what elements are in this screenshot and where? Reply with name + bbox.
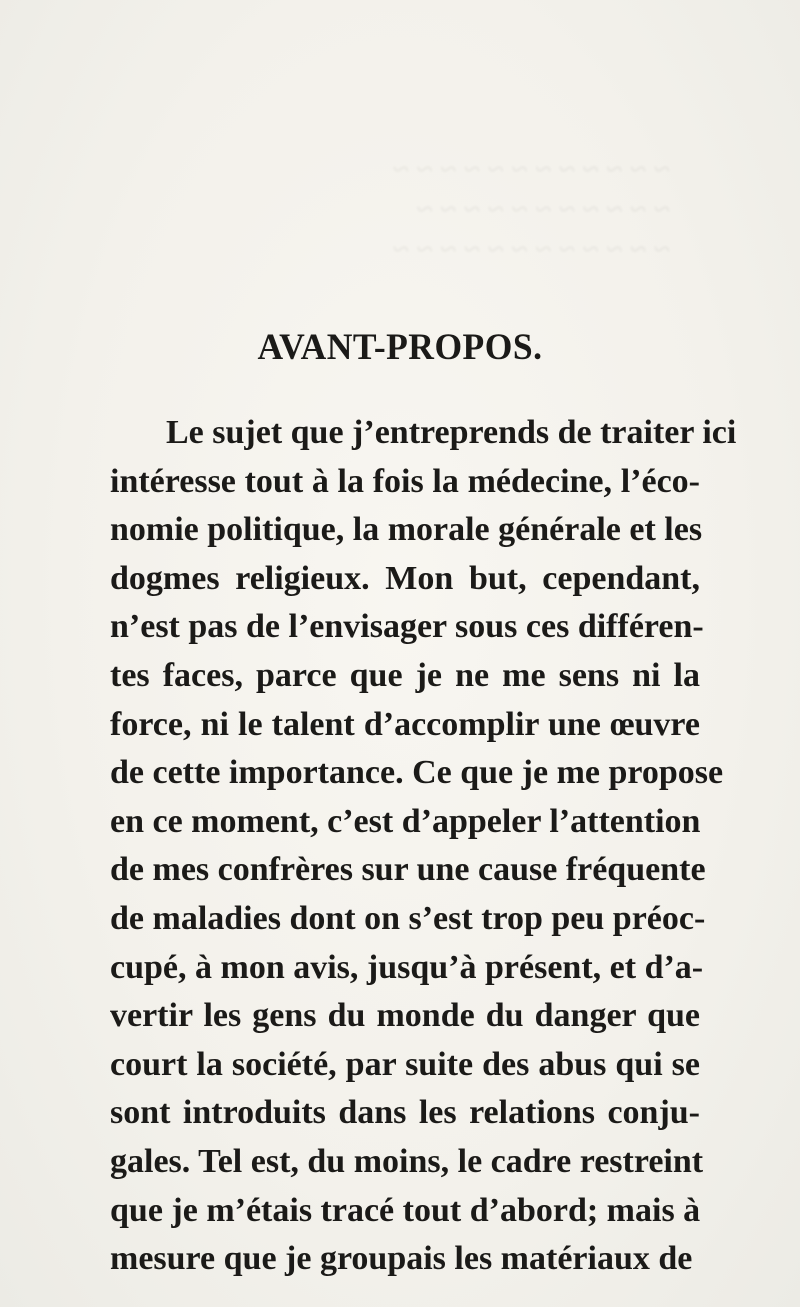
text-line: de mes confrères sur une cause fréquente [110,851,706,889]
text-line: nomie politique, la morale générale et les [110,511,703,549]
text-line: cupé, à mon avis, jusqu’à présent, et d’a- [110,948,704,986]
text-line: vertir les gens du monde du danger que [110,997,700,1035]
text-line: Le sujet que j’entreprends de traiter ici [166,414,737,451]
text-line: tes faces, parce que je ne me sens ni la [110,656,700,694]
text-line: de maladies dont on s’est trop peu préoc- [110,899,706,937]
text-line: gales. Tel est, du moins, le cadre restreint [110,1142,704,1180]
text-line: sont introduits dans les relations conju- [110,1094,700,1132]
bleed-through-texture: ~ ~ ~ ~ ~ ~ ~ ~ ~ ~ ~ ~ ~ ~ ~ ~ ~ ~ ~ ~ ~ ~ ~ ~ ~ ~ ~ ~ ~ ~ ~ ~ ~ ~ ~ [392,153,670,266]
text-line: mesure que je groupais les matériaux de [110,1240,693,1278]
text-line: court la société, par suite des abus qui se [110,1045,700,1083]
text-line: n’est pas de l’envisager sous ces différen- [110,608,704,646]
text-line: intéresse tout à la fois la médecine, l’éco- [110,462,700,500]
text-line: de cette importance. Ce que je me propose [110,754,724,792]
text-line: dogmes religieux. Mon but, cependant, [110,559,700,597]
paragraph [110,409,737,1284]
text-line: en ce moment, c’est d’appeler l’attention [110,802,701,840]
text-line: force, ni le talent d’accomplir une œuvre [110,705,700,743]
text-line: que je m’étais tracé tout d’abord; mais à [110,1191,701,1229]
page-title: AVANT-PROPOS. [257,326,543,368]
